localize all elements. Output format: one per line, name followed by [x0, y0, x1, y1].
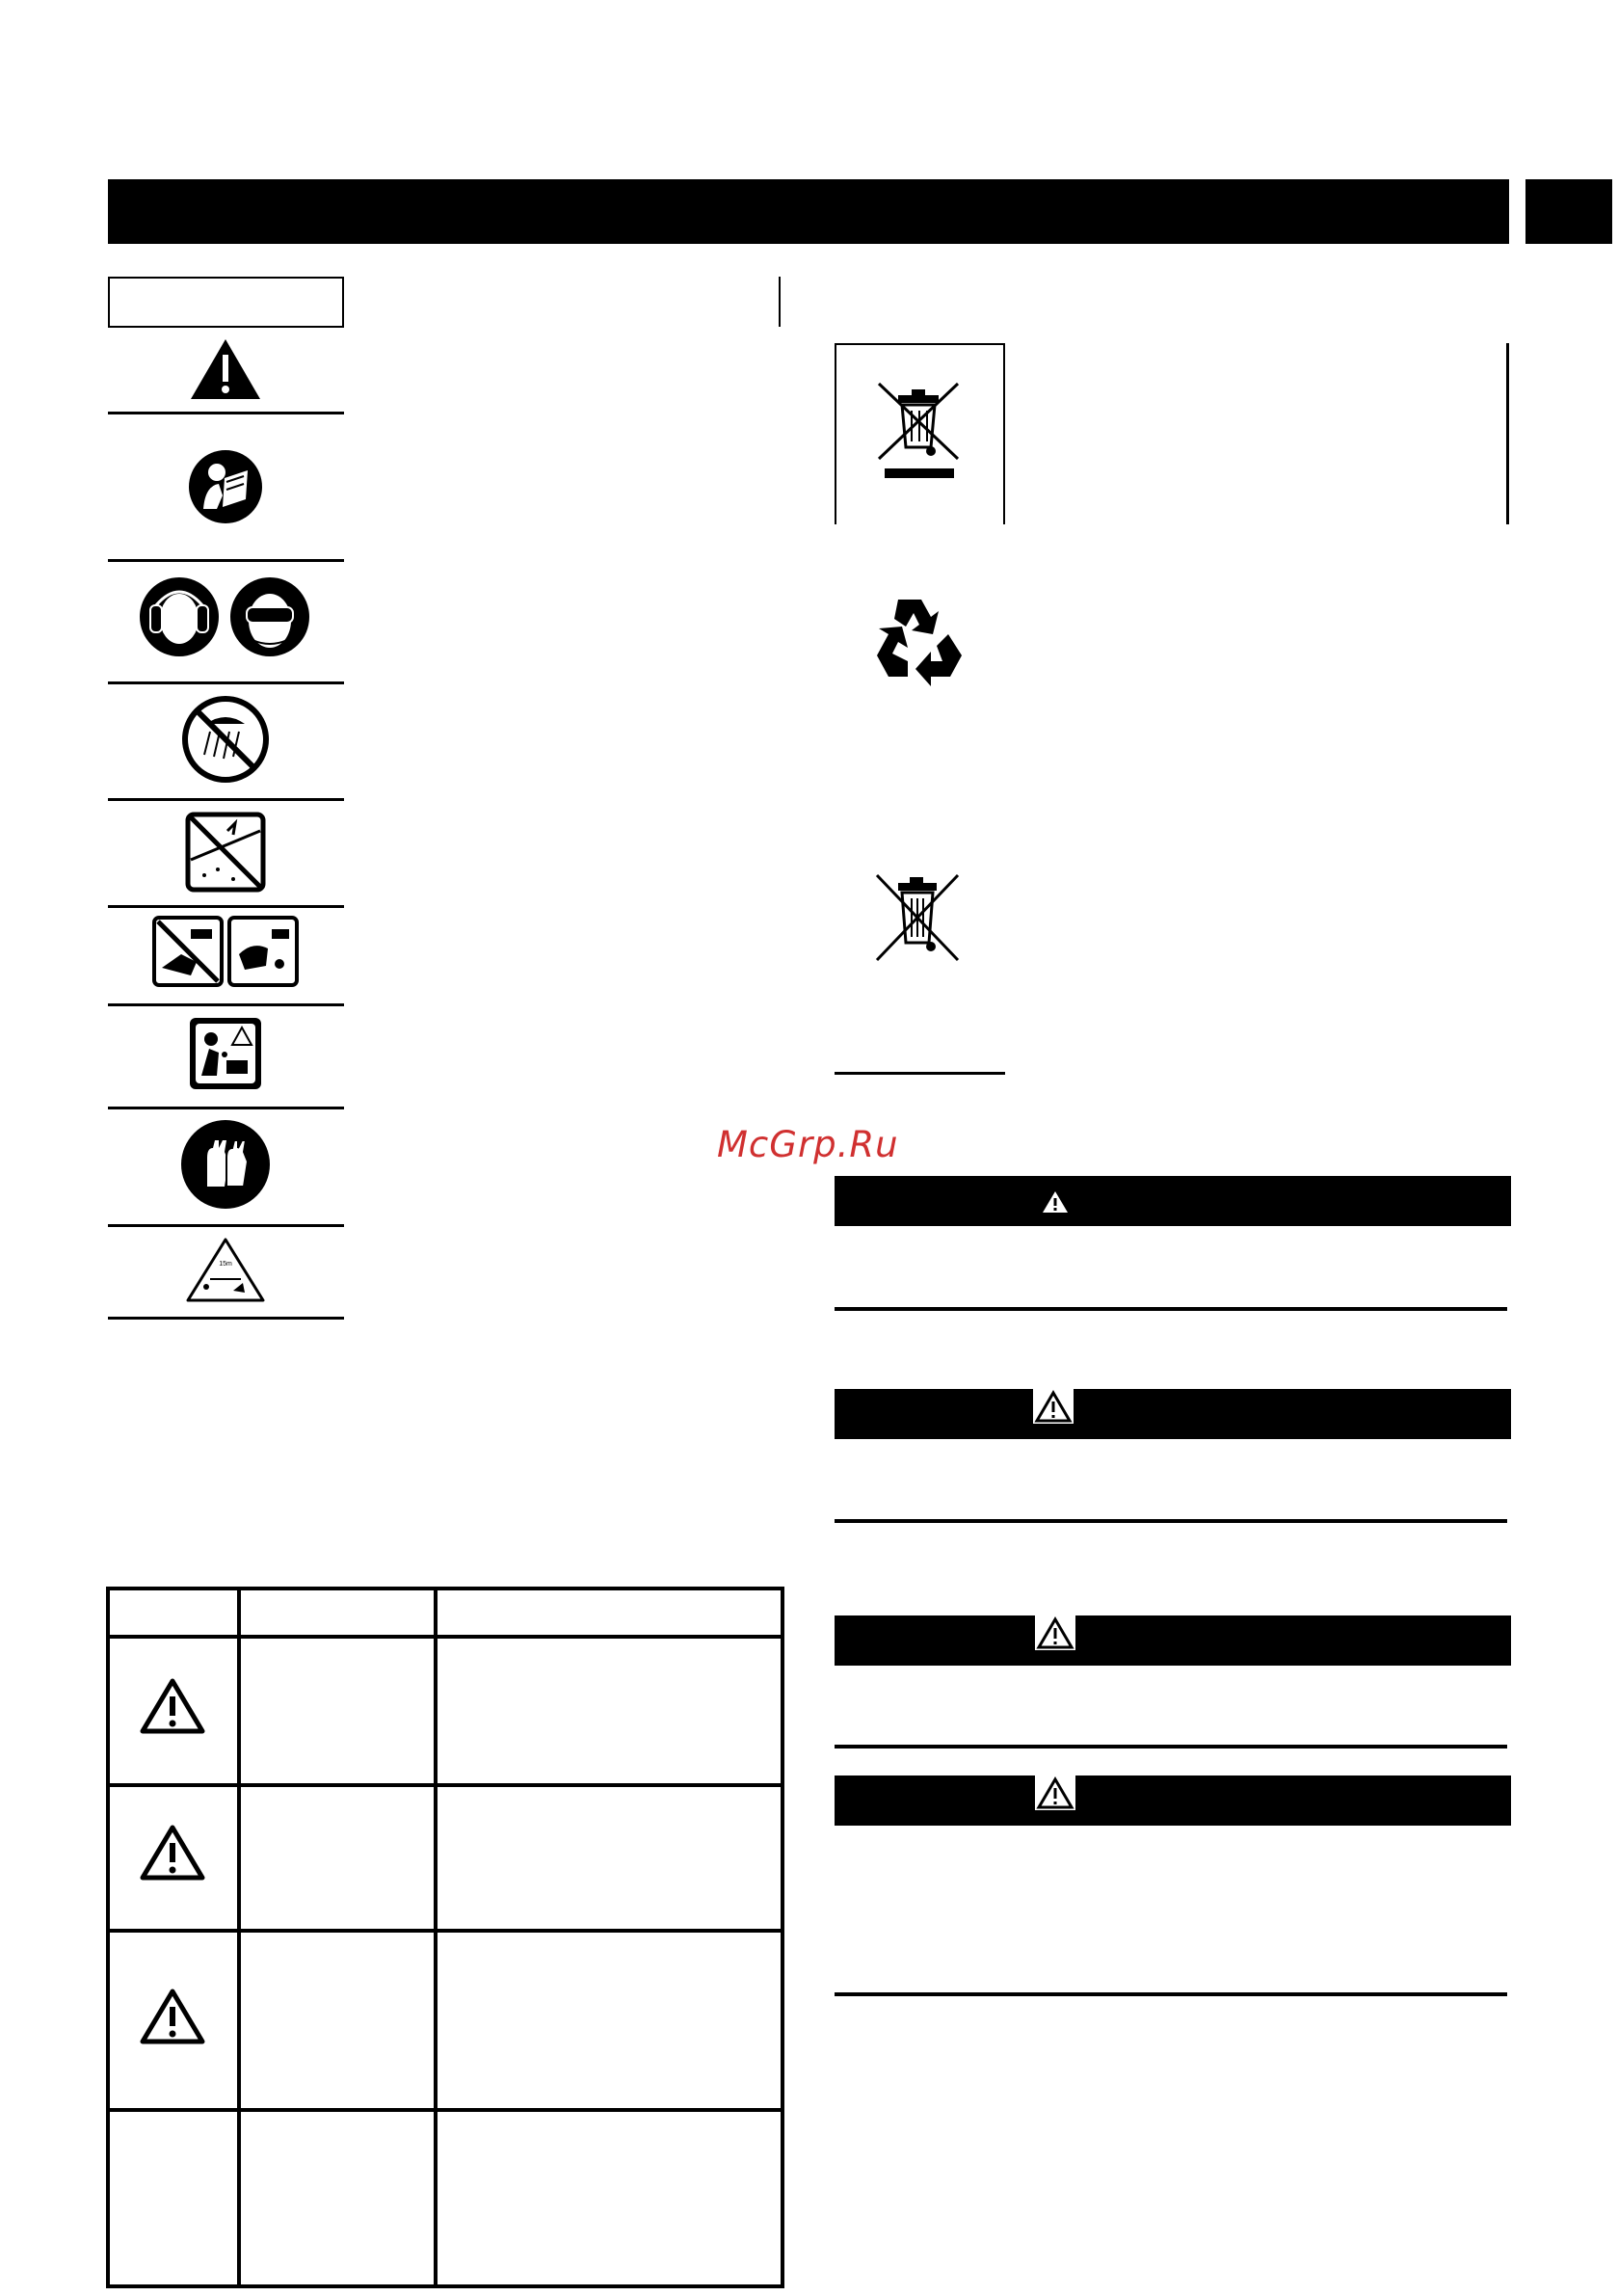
crossed-bin-icon	[873, 871, 962, 964]
keep-hands-feet-away-icon	[108, 912, 343, 991]
warning-bar	[835, 1176, 1511, 1226]
table-border	[106, 1587, 784, 1590]
weee-right-rule	[1506, 343, 1509, 524]
table-border	[106, 2108, 784, 2112]
weee-box	[835, 343, 1005, 524]
symbols-heading-box	[108, 277, 344, 328]
divider	[108, 1224, 344, 1227]
ear-eye-protection-icon	[108, 569, 343, 665]
table-border	[106, 1587, 110, 2288]
column-divider	[779, 277, 781, 327]
warning-triangle-small-icon	[1035, 1775, 1075, 1810]
table-border	[106, 1635, 784, 1639]
svg-text:15m: 15m	[219, 1261, 232, 1268]
warning-triangle-small-icon	[1035, 1615, 1075, 1650]
section-rule	[835, 1992, 1507, 1996]
divider	[108, 681, 344, 684]
table-border	[781, 1587, 784, 2288]
watermark: McGrp.Ru	[717, 1124, 899, 1165]
table-border	[106, 1783, 784, 1787]
table-border	[237, 1587, 241, 2288]
warning-bar	[835, 1615, 1511, 1666]
table-border	[106, 1929, 784, 1933]
section-rule	[835, 1745, 1507, 1749]
table-border	[434, 1587, 438, 2288]
warning-triangle-outline-icon	[139, 1988, 206, 2045]
no-slope-icon	[108, 805, 343, 899]
warning-triangle-icon	[108, 333, 343, 406]
divider	[108, 905, 344, 908]
safety-distance-icon	[108, 1232, 343, 1309]
divider	[108, 412, 344, 414]
warning-triangle-outline-icon	[139, 1677, 206, 1735]
divider	[108, 1107, 344, 1109]
warning-triangle-small-icon	[1041, 1189, 1070, 1215]
section-rule	[835, 1519, 1507, 1523]
header-bar	[108, 179, 1509, 244]
no-rain-icon	[108, 689, 343, 789]
divider	[108, 1317, 344, 1320]
hazard-table	[106, 1587, 784, 2288]
divider	[108, 559, 344, 562]
table-border	[106, 2284, 784, 2288]
divider	[108, 798, 344, 801]
recycle-icon	[869, 592, 969, 688]
thrown-objects-icon	[108, 1011, 343, 1096]
section-rule	[835, 1307, 1507, 1311]
divider	[108, 1003, 344, 1006]
page-tab	[1525, 179, 1612, 244]
warning-bar	[835, 1775, 1511, 1826]
warning-triangle-outline-icon	[139, 1824, 206, 1882]
short-rule	[835, 1072, 1005, 1075]
warning-triangle-small-icon	[1033, 1389, 1074, 1424]
read-manual-icon	[108, 424, 343, 549]
warning-bar	[835, 1389, 1511, 1439]
crossed-bin-icon	[875, 380, 964, 482]
wear-gloves-icon	[108, 1116, 343, 1213]
